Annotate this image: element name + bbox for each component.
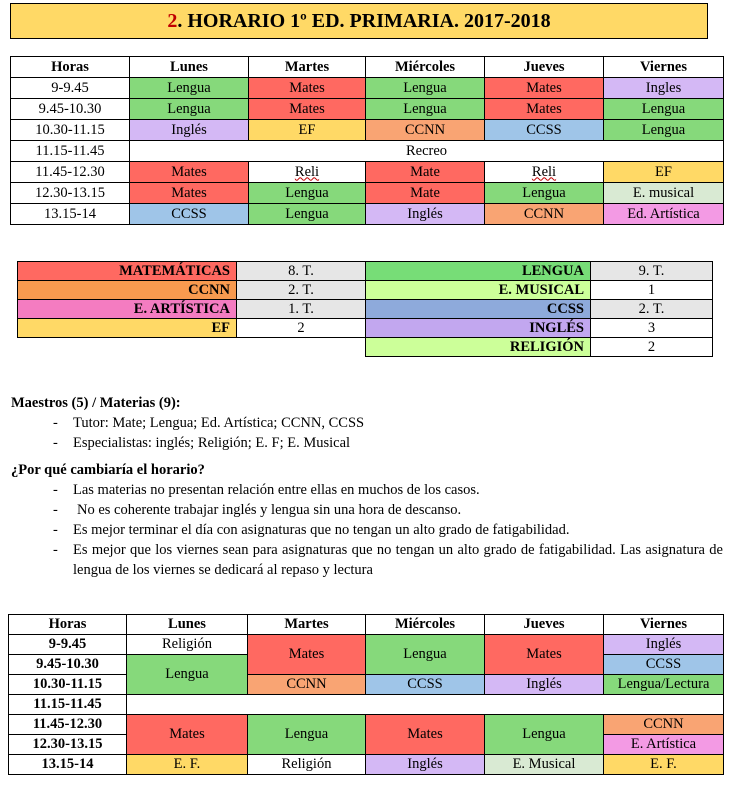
subject-cell: Inglés bbox=[604, 635, 724, 655]
subject-cell: E. musical bbox=[604, 183, 724, 204]
header-cell: Lunes bbox=[130, 57, 249, 78]
subject-cell: E. Musical bbox=[485, 755, 604, 775]
header-cell: Martes bbox=[249, 57, 366, 78]
list-item bbox=[11, 500, 723, 520]
hour-cell: 9-9.45 bbox=[9, 635, 127, 655]
list-item: - Tutor: Mate; Lengua; Ed. Artística; CCNN, CCSS bbox=[11, 413, 723, 433]
hour-cell: 11.45-12.30 bbox=[9, 715, 127, 735]
subject-cell: Mates bbox=[485, 99, 604, 120]
subject-cell: EF bbox=[604, 162, 724, 183]
reasons-heading: ¿Por qué cambiaría el horario? bbox=[11, 462, 205, 478]
subject-cell: CCSS bbox=[366, 675, 485, 695]
table-row bbox=[9, 635, 724, 655]
subject-cell: Ingles bbox=[604, 78, 724, 99]
hour-cell: 9.45-10.30 bbox=[11, 99, 130, 120]
legend-value: 2. T. bbox=[591, 300, 713, 319]
legend-value: 8. T. bbox=[237, 262, 366, 281]
subject-cell: CCSS bbox=[604, 655, 724, 675]
table-row bbox=[11, 78, 724, 99]
subject-cell: CCNN bbox=[248, 675, 366, 695]
hour-cell: 11.15-11.45 bbox=[9, 695, 127, 715]
subject-cell: Mates bbox=[127, 715, 248, 755]
list-item: - Las materias no presentan relación entre ellas en muchos de los casos. bbox=[11, 480, 723, 500]
subject-cell: Lengua bbox=[604, 99, 724, 120]
legend-value: 9. T. bbox=[591, 262, 713, 281]
legend-value: 1 bbox=[591, 281, 713, 300]
subject-cell: Mates bbox=[485, 78, 604, 99]
header-cell: Viernes bbox=[604, 57, 724, 78]
hour-cell: 11.15-11.45 bbox=[11, 141, 130, 162]
subject-cell: Religión bbox=[248, 755, 366, 775]
subject-cell: EF bbox=[249, 120, 366, 141]
subject-cell: Lengua/Lectura bbox=[604, 675, 724, 695]
table-row bbox=[11, 120, 724, 141]
subject-cell: Mates bbox=[485, 635, 604, 675]
subject-cell bbox=[249, 162, 366, 183]
header-cell: Viernes bbox=[604, 615, 724, 635]
subject-cell: Lengua bbox=[248, 715, 366, 755]
legend-subject: INGLÉS bbox=[366, 319, 591, 338]
page-title bbox=[10, 3, 708, 39]
header-cell: Martes bbox=[248, 615, 366, 635]
header-cell: Lunes bbox=[127, 615, 248, 635]
subject-cell: Inglés bbox=[485, 675, 604, 695]
subject-cell: Lengua bbox=[604, 120, 724, 141]
subject-cell: Mates bbox=[130, 162, 249, 183]
subject-cell: Lengua bbox=[130, 99, 249, 120]
header-cell: Jueves bbox=[485, 615, 604, 635]
subject-cell: CCNN bbox=[366, 120, 485, 141]
table-row bbox=[9, 715, 724, 735]
reasons-list bbox=[11, 480, 723, 580]
table-row bbox=[11, 162, 724, 183]
legend-value: 2 bbox=[237, 319, 366, 338]
header-cell: Jueves bbox=[485, 57, 604, 78]
subject-cell: E. Artística bbox=[604, 735, 724, 755]
hour-cell: 10.30-11.15 bbox=[11, 120, 130, 141]
subject-cell: Mates bbox=[130, 183, 249, 204]
legend-row bbox=[18, 338, 713, 357]
subject-cell: Lengua bbox=[485, 715, 604, 755]
legend-row bbox=[18, 262, 713, 281]
teachers-list bbox=[11, 413, 723, 453]
subject-cell: Mate bbox=[366, 162, 485, 183]
list-item: - Es mejor que los viernes sean para asignaturas que no tengan un alto grado de fatigabilidad. Las asignatura de lengua de los viernes se dedicará al repaso y lectura bbox=[11, 540, 723, 580]
legend-subject: EF bbox=[18, 319, 237, 338]
table-row bbox=[9, 675, 724, 695]
subject-cell: Mates bbox=[248, 635, 366, 675]
subject-cell bbox=[485, 162, 604, 183]
subject-cell: Mates bbox=[249, 78, 366, 99]
table-row bbox=[11, 204, 724, 225]
subject-text: Reli bbox=[294, 163, 320, 180]
subject-cell: Lengua bbox=[366, 78, 485, 99]
hour-cell: 13.15-14 bbox=[11, 204, 130, 225]
subject-cell: Inglés bbox=[130, 120, 249, 141]
subject-cell: Inglés bbox=[366, 204, 485, 225]
subject-cell: CCSS bbox=[485, 120, 604, 141]
subject-cell: Lengua bbox=[249, 204, 366, 225]
title-number: 2 bbox=[167, 10, 178, 32]
subject-cell: Mates bbox=[249, 99, 366, 120]
reasons-section bbox=[11, 460, 723, 580]
subject-cell: Ed. Artística bbox=[604, 204, 724, 225]
table-header-row bbox=[9, 615, 724, 635]
subject-cell: CCSS bbox=[130, 204, 249, 225]
list-item: - Es mejor terminar el día con asignaturas que no tengan un alto grado de fatigabilidad. bbox=[11, 520, 723, 540]
header-cell: Horas bbox=[11, 57, 130, 78]
legend-row bbox=[18, 300, 713, 319]
subject-cell: CCNN bbox=[604, 715, 724, 735]
table-header-row bbox=[11, 57, 724, 78]
subject-cell: Lengua bbox=[366, 99, 485, 120]
subject-cell: Religión bbox=[127, 635, 248, 655]
legend-subject: CCNN bbox=[18, 281, 237, 300]
legend-row bbox=[18, 319, 713, 338]
legend-subject: E. MUSICAL bbox=[366, 281, 591, 300]
hour-cell: 12.30-13.15 bbox=[9, 735, 127, 755]
table-row bbox=[11, 99, 724, 120]
header-cell: Horas bbox=[9, 615, 127, 635]
hour-cell: 9.45-10.30 bbox=[9, 655, 127, 675]
subject-cell: E. F. bbox=[604, 755, 724, 775]
legend-value: 3 bbox=[591, 319, 713, 338]
break-cell bbox=[127, 695, 724, 715]
table-row bbox=[11, 141, 724, 162]
subject-text: Reli bbox=[531, 163, 557, 180]
hour-cell: 11.45-12.30 bbox=[11, 162, 130, 183]
subject-hours-legend bbox=[17, 261, 713, 357]
subject-cell: Inglés bbox=[366, 755, 485, 775]
subject-cell: Lengua bbox=[249, 183, 366, 204]
hour-cell: 10.30-11.15 bbox=[9, 675, 127, 695]
teachers-section bbox=[11, 393, 723, 453]
subject-cell: Lengua bbox=[485, 183, 604, 204]
hour-cell: 9-9.45 bbox=[11, 78, 130, 99]
header-cell: Miércoles bbox=[366, 57, 485, 78]
subject-cell: Lengua bbox=[130, 78, 249, 99]
subject-cell: Lengua bbox=[366, 635, 485, 675]
legend-value: 2 bbox=[591, 338, 713, 357]
legend-subject: LENGUA bbox=[366, 262, 591, 281]
subject-cell: CCNN bbox=[485, 204, 604, 225]
header-cell: Miércoles bbox=[366, 615, 485, 635]
legend-value: 1. T. bbox=[237, 300, 366, 319]
table-row bbox=[9, 695, 724, 715]
legend-subject: RELIGIÓN bbox=[366, 338, 591, 357]
schedule-table-current bbox=[10, 56, 724, 225]
table-row bbox=[11, 183, 724, 204]
hour-cell: 12.30-13.15 bbox=[11, 183, 130, 204]
schedule-table-proposed bbox=[8, 614, 724, 775]
hour-cell: 13.15-14 bbox=[9, 755, 127, 775]
subject-cell: Mates bbox=[366, 715, 485, 755]
list-item: - Especialistas: inglés; Religión; E. F; E. Musical bbox=[11, 433, 723, 453]
legend-subject: E. ARTÍSTICA bbox=[18, 300, 237, 319]
break-cell: Recreo bbox=[130, 141, 724, 162]
table-row bbox=[9, 755, 724, 775]
title-text: . HORARIO 1º ED. PRIMARIA. 2017-2018 bbox=[177, 10, 551, 32]
legend-value: 2. T. bbox=[237, 281, 366, 300]
subject-cell: Lengua bbox=[127, 655, 248, 695]
legend-subject: MATEMÁTICAS bbox=[18, 262, 237, 281]
subject-cell: E. F. bbox=[127, 755, 248, 775]
legend-row bbox=[18, 281, 713, 300]
legend-subject: CCSS bbox=[366, 300, 591, 319]
subject-cell: Mate bbox=[366, 183, 485, 204]
list-item-text: No es coherente trabajar inglés y lengua sin una hora de descanso. bbox=[77, 502, 462, 518]
teachers-heading: Maestros (5) / Materias (9): bbox=[11, 395, 181, 411]
